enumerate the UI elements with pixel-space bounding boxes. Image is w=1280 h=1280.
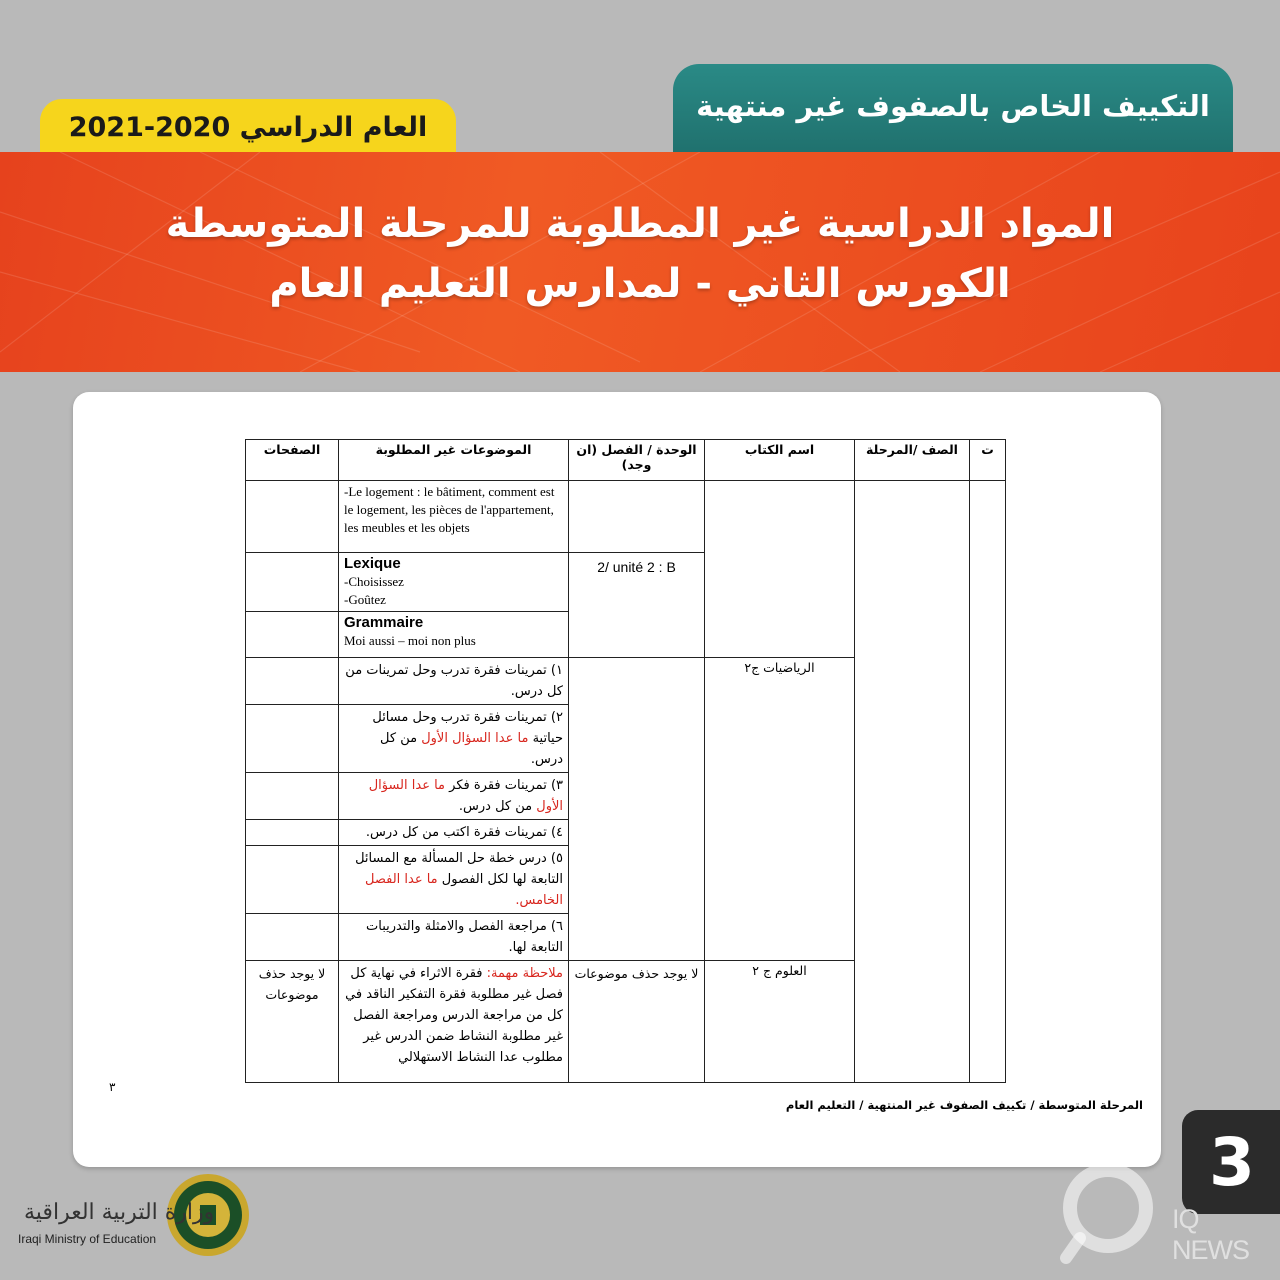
col-header-topics: الموضوعات غير المطلوبة [339,440,569,481]
book-cell: العلوم ج ٢ [705,961,855,1083]
pages-cell: لا يوجد حذف موضوعات [246,961,339,1083]
pages-cell [246,820,339,846]
topic-cell [339,961,569,1083]
unit-cell [569,481,705,553]
subjects-table [245,439,1006,1083]
table-header-row [246,440,1006,481]
col-header-pages: الصفحات [246,440,339,481]
topic-cell: ٦) مراجعة الفصل والامثلة والتدريبات التابعة لها. [339,914,569,961]
pages-cell [246,553,339,612]
exception-text: ما عدا السؤال الأول [368,778,563,814]
unit-cell: لا يوجد حذف موضوعات [569,961,705,1083]
pages-cell [246,846,339,914]
pages-cell [246,773,339,820]
grammaire-item: Moi aussi – moi non plus [344,633,476,648]
topic-text: من كل درس. [458,799,533,814]
exception-text: ما عدا الفصل الخامس. [365,872,563,908]
col-header-num: ت [970,440,1006,481]
topic-cell [339,846,569,914]
header-tab-title: التكييف الخاص بالصفوف غير منتهية [673,64,1233,160]
table-row [246,481,1006,553]
pages-cell [246,658,339,705]
topic-text: فقرة الاثراء في نهاية كل فصل غير مطلوبة فقرة التفكير الناقد في كل من مراجعة الدرس ومراجعة الفصل غير مطلوبة النشاط ضمن الدرس غير مطلوب عدا النشاط الاستهلالي [345,966,563,1065]
col-header-book: اسم الكتاب [705,440,855,481]
grammaire-title: Grammaire [344,614,424,631]
topic-text: من كل درس. [380,731,563,767]
brand-text: IQ NEWS [1172,1204,1249,1265]
unit-cell: 2/ unité 2 : B [569,553,705,658]
exception-text: ما عدا السؤال الأول [421,731,529,746]
note-label: ملاحظة مهمة: [486,966,563,981]
title-line-2: الكورس الثاني - لمدارس التعليم العام [269,261,1011,307]
lexique-item: -Choisissez [344,574,404,589]
topic-cell [339,773,569,820]
topic-cell [339,553,569,612]
iq-news-logo-icon [1058,1158,1168,1268]
topic-cell: ٤) تمرينات فقرة اكتب من كل درس. [339,820,569,846]
title-line-1: المواد الدراسية غير المطلوبة للمرحلة المتوسطة [165,201,1115,247]
document-card [73,392,1161,1167]
topic-text: ٣) تمرينات فقرة فكر [449,778,563,793]
num-cell [970,481,1006,1083]
pages-cell [246,481,339,553]
book-cell: الرياضيات ج٢ [705,658,855,961]
topic-text: ٥) درس خطة حل المسألة مع المسائل التابعة لها لكل الفصول [355,851,563,887]
topic-text: ٢) تمرينات فقرة تدرب وحل مسائل حياتية [372,710,563,746]
col-header-unit: الوحدة / الفصل (ان وجد) [569,440,705,481]
unit-cell [569,658,705,961]
document-footer: المرحلة المتوسطة / تكييف الصفوف غير المنتهية / التعليم العام [785,1098,1143,1112]
page-number: ٣ [109,1080,116,1094]
pages-cell [246,705,339,773]
topic-cell: -Le logement : le bâtiment, comment est le logement, les pièces de l'appartement, les meubles et les objets [339,481,569,553]
ministry-name-ar: وزارة التربية العراقية [24,1200,215,1225]
pages-cell [246,612,339,658]
ministry-name-en: Iraqi Ministry of Education [18,1232,157,1246]
pages-cell [246,914,339,961]
book-cell [705,481,855,658]
page-title [0,194,1280,314]
lexique-item: -Goûtez [344,592,386,607]
topic-cell [339,705,569,773]
lexique-title: Lexique [344,555,401,572]
page-badge: 3 [1182,1110,1280,1214]
col-header-stage: الصف /المرحلة [855,440,970,481]
stage-cell [855,481,970,1083]
academic-year-label: العام الدراسي 2020-2021 [40,99,456,161]
topic-cell: ١) تمرينات فقرة تدرب وحل تمرينات من كل درس. [339,658,569,705]
topic-cell [339,612,569,658]
title-banner [0,152,1280,372]
